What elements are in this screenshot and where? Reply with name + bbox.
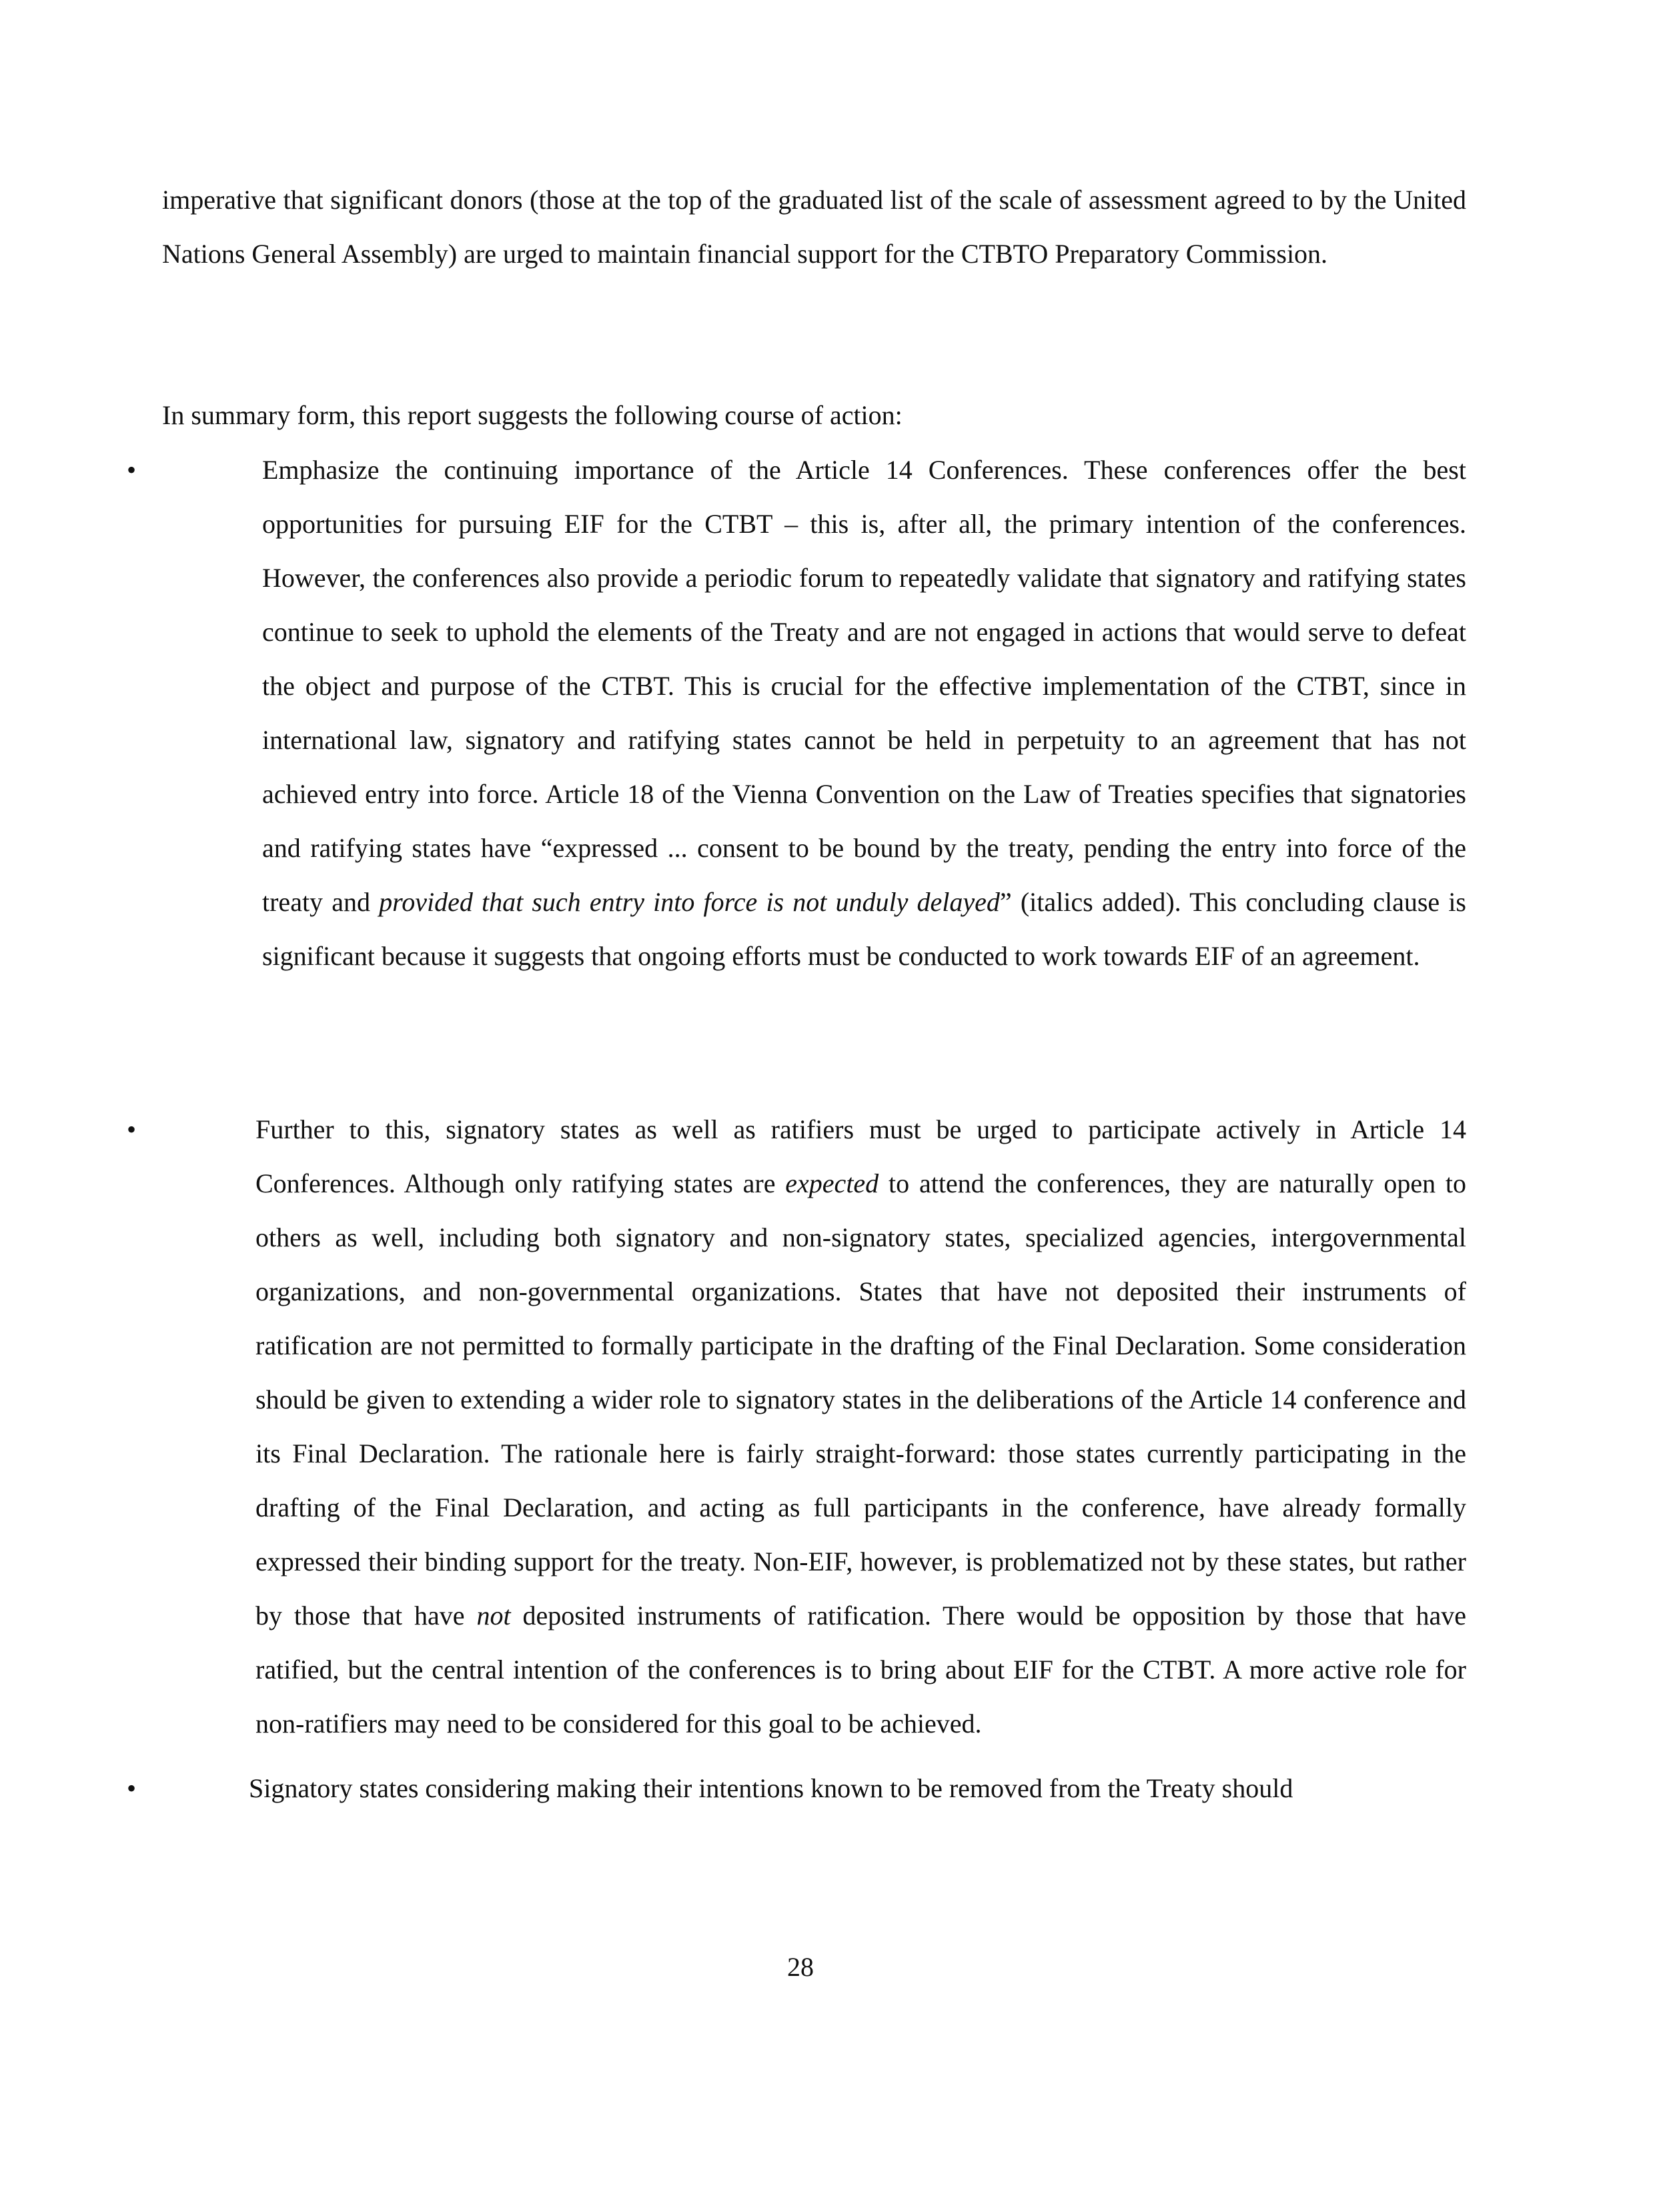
bullet-marker: • [127, 1773, 137, 1803]
summary-lead: In summary form, this report suggests the following course of action: [162, 400, 903, 430]
bullet-marker: • [127, 1114, 137, 1144]
bullet-marker: • [127, 455, 137, 485]
bullet-text-part: Further to this, signatory states as well as ratifiers must be urged to participate actively in Article 14 Conferences. Although only ratifying states are [255, 1114, 1466, 1198]
bullet-text-part: deposited instruments of ratification. There would be opposition by those that have ratified, but the central intention of the conferences is to bring about EIF for the CTBT. A more active role for non-ratifiers may need to be considered for this goal to be achieved. [255, 1600, 1467, 1739]
bullet-text-part: Emphasize the continuing importance of the Article 14 Conferences. These conferences offer the best opportunities for pursuing EIF for the CTBT – this is, after all, the primary intention of the conferences. However, the conferences also provide a periodic forum to repeatedly validate that signatory and ratifying states continue to seek to uphold the elements of the Treaty and are not engaged in actions that would serve to defeat the object and purpose of the CTBT. This is crucial for the effective implementation of the CTBT, since in international law, signatory and ratifying states cannot be held in perpetuity to an agreement that has not achieved entry into force. Article 18 of the Vienna Convention on the Law of Treaties specifies that signatories and ratifying states have “expressed ... consent to be bound by the treaty, pending the entry into force of the treaty and [262, 455, 1466, 917]
bullet-text-part: ” (italics added). This concluding clause is significant because it suggests that ongoing efforts must be conducted to work towards EIF of an agreement. [262, 887, 1466, 971]
italic-word: not [476, 1600, 511, 1630]
bullet-text: Signatory states considering making their intentions known to be removed from the Treaty should [249, 1773, 1293, 1803]
bullet-text [255, 1102, 1466, 1751]
italic-quote: provided that such entry into force is not unduly delayed [379, 887, 1000, 917]
bullet-text [262, 443, 1466, 983]
italic-word: expected [785, 1168, 879, 1198]
page-number: 28 [787, 1952, 814, 1982]
paragraph-intro: imperative that significant donors (those at the top of the graduated list of the scale of assessment agreed to by the United Nations General Assembly) are urged to maintain financial support for the CTBTO Preparatory Commission. [162, 185, 1466, 269]
bullet-text-part: to attend the conferences, they are naturally open to others as well, including both signatory and non-signatory states, specialized agencies, intergovernmental organizations, and non-governmental organizations. States that have not deposited their instruments of ratification are not permitted to formally participate in the drafting of the Final Declaration. Some consideration should be given to extending a wider role to signatory states in the deliberations of the Article 14 conference and its Final Declaration. The rationale here is fairly straight-forward: those states currently participating in the drafting of the Final Declaration, and acting as full participants in the conference, have already formally expressed their binding support for the treaty. Non-EIF, however, is problematized not by these states, but rather by those that have [255, 1168, 1467, 1630]
